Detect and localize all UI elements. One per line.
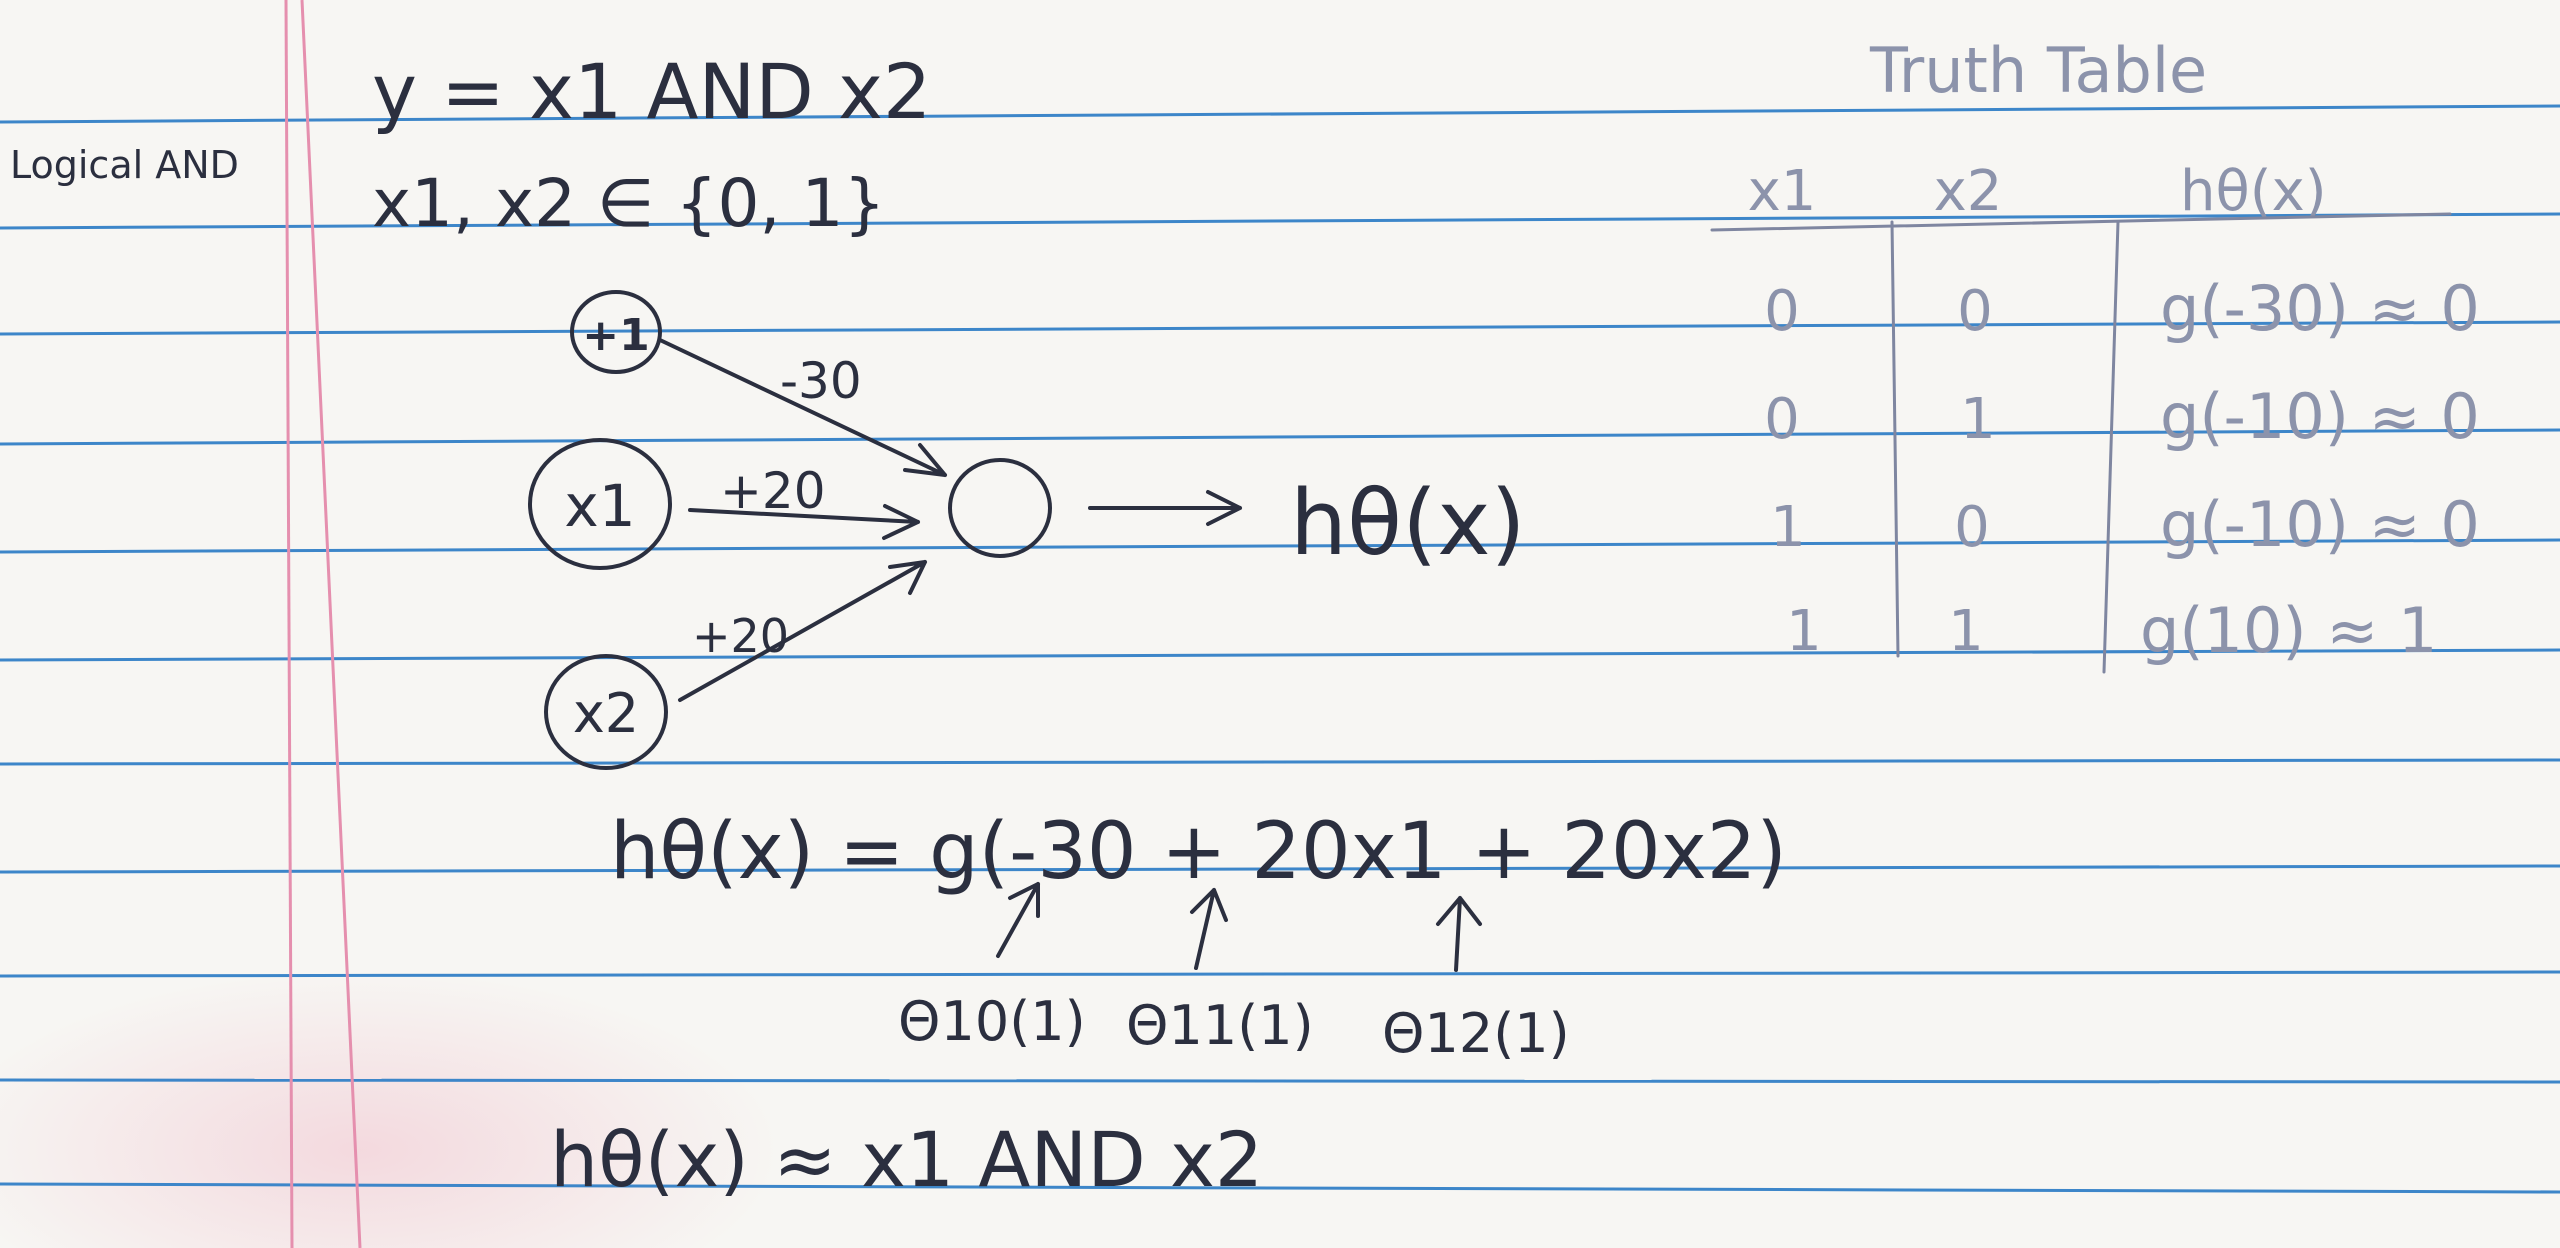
- paper-stain: [0, 970, 780, 1248]
- table-column-divider-2: [2104, 222, 2118, 672]
- table-row: [1764, 272, 2480, 345]
- margin-note: Logical AND: [10, 143, 239, 187]
- theta11-label: Θ11(1): [1126, 994, 1314, 1057]
- theta10-label: Θ10(1): [898, 990, 1086, 1053]
- row3-x2: 0: [1954, 495, 1990, 560]
- row4-h: g(10) ≈ 1: [2140, 594, 2438, 667]
- truth-table: [1712, 34, 2480, 672]
- x2-weight-label: +20: [692, 609, 790, 663]
- row4-x1: 1: [1786, 599, 1822, 664]
- row4-x2: 1: [1948, 599, 1984, 664]
- input1-node-label: x1: [564, 472, 636, 540]
- and-equation: y = x1 AND x2: [372, 47, 932, 136]
- table-column-divider-1: [1892, 222, 1898, 656]
- table-row: [1786, 594, 2437, 667]
- input-domain: x1, x2 ∈ {0, 1}: [372, 165, 886, 242]
- row2-x1: 0: [1764, 387, 1800, 452]
- output-node: [950, 460, 1050, 556]
- row3-h: g(-10) ≈ 0: [2160, 488, 2480, 561]
- bias-node-label: +1: [582, 310, 650, 361]
- row1-x1: 0: [1764, 279, 1800, 344]
- theta12-label: Θ12(1): [1382, 1002, 1570, 1065]
- hypothesis-formula: hθ(x) = g(-30 + 20x1 + 20x2): [610, 807, 1787, 897]
- table-row: [1770, 488, 2480, 561]
- row1-x2: 0: [1957, 279, 1993, 344]
- row2-x2: 1: [1960, 387, 1996, 452]
- x1-weight-label: +20: [720, 462, 826, 520]
- row1-h: g(-30) ≈ 0: [2160, 272, 2480, 345]
- network-diagram: [530, 292, 1526, 768]
- conclusion: hθ(x) ≈ x1 AND x2: [550, 1115, 1264, 1204]
- row3-x1: 1: [1770, 495, 1806, 560]
- column-header-h: hθ(x): [2180, 159, 2327, 224]
- bias-weight-label: -30: [780, 352, 862, 410]
- row2-h: g(-10) ≈ 0: [2160, 380, 2480, 453]
- theta11-arrow: [1192, 890, 1226, 968]
- column-header-x1: x1: [1747, 159, 1817, 224]
- output-label: hθ(x): [1290, 471, 1526, 576]
- input2-node-label: x2: [572, 682, 640, 745]
- theta12-arrow: [1438, 898, 1480, 970]
- output-arrow: [1090, 492, 1240, 524]
- table-row: [1764, 380, 2480, 453]
- truth-table-title: Truth Table: [1870, 34, 2208, 107]
- column-header-x2: x2: [1933, 159, 2003, 224]
